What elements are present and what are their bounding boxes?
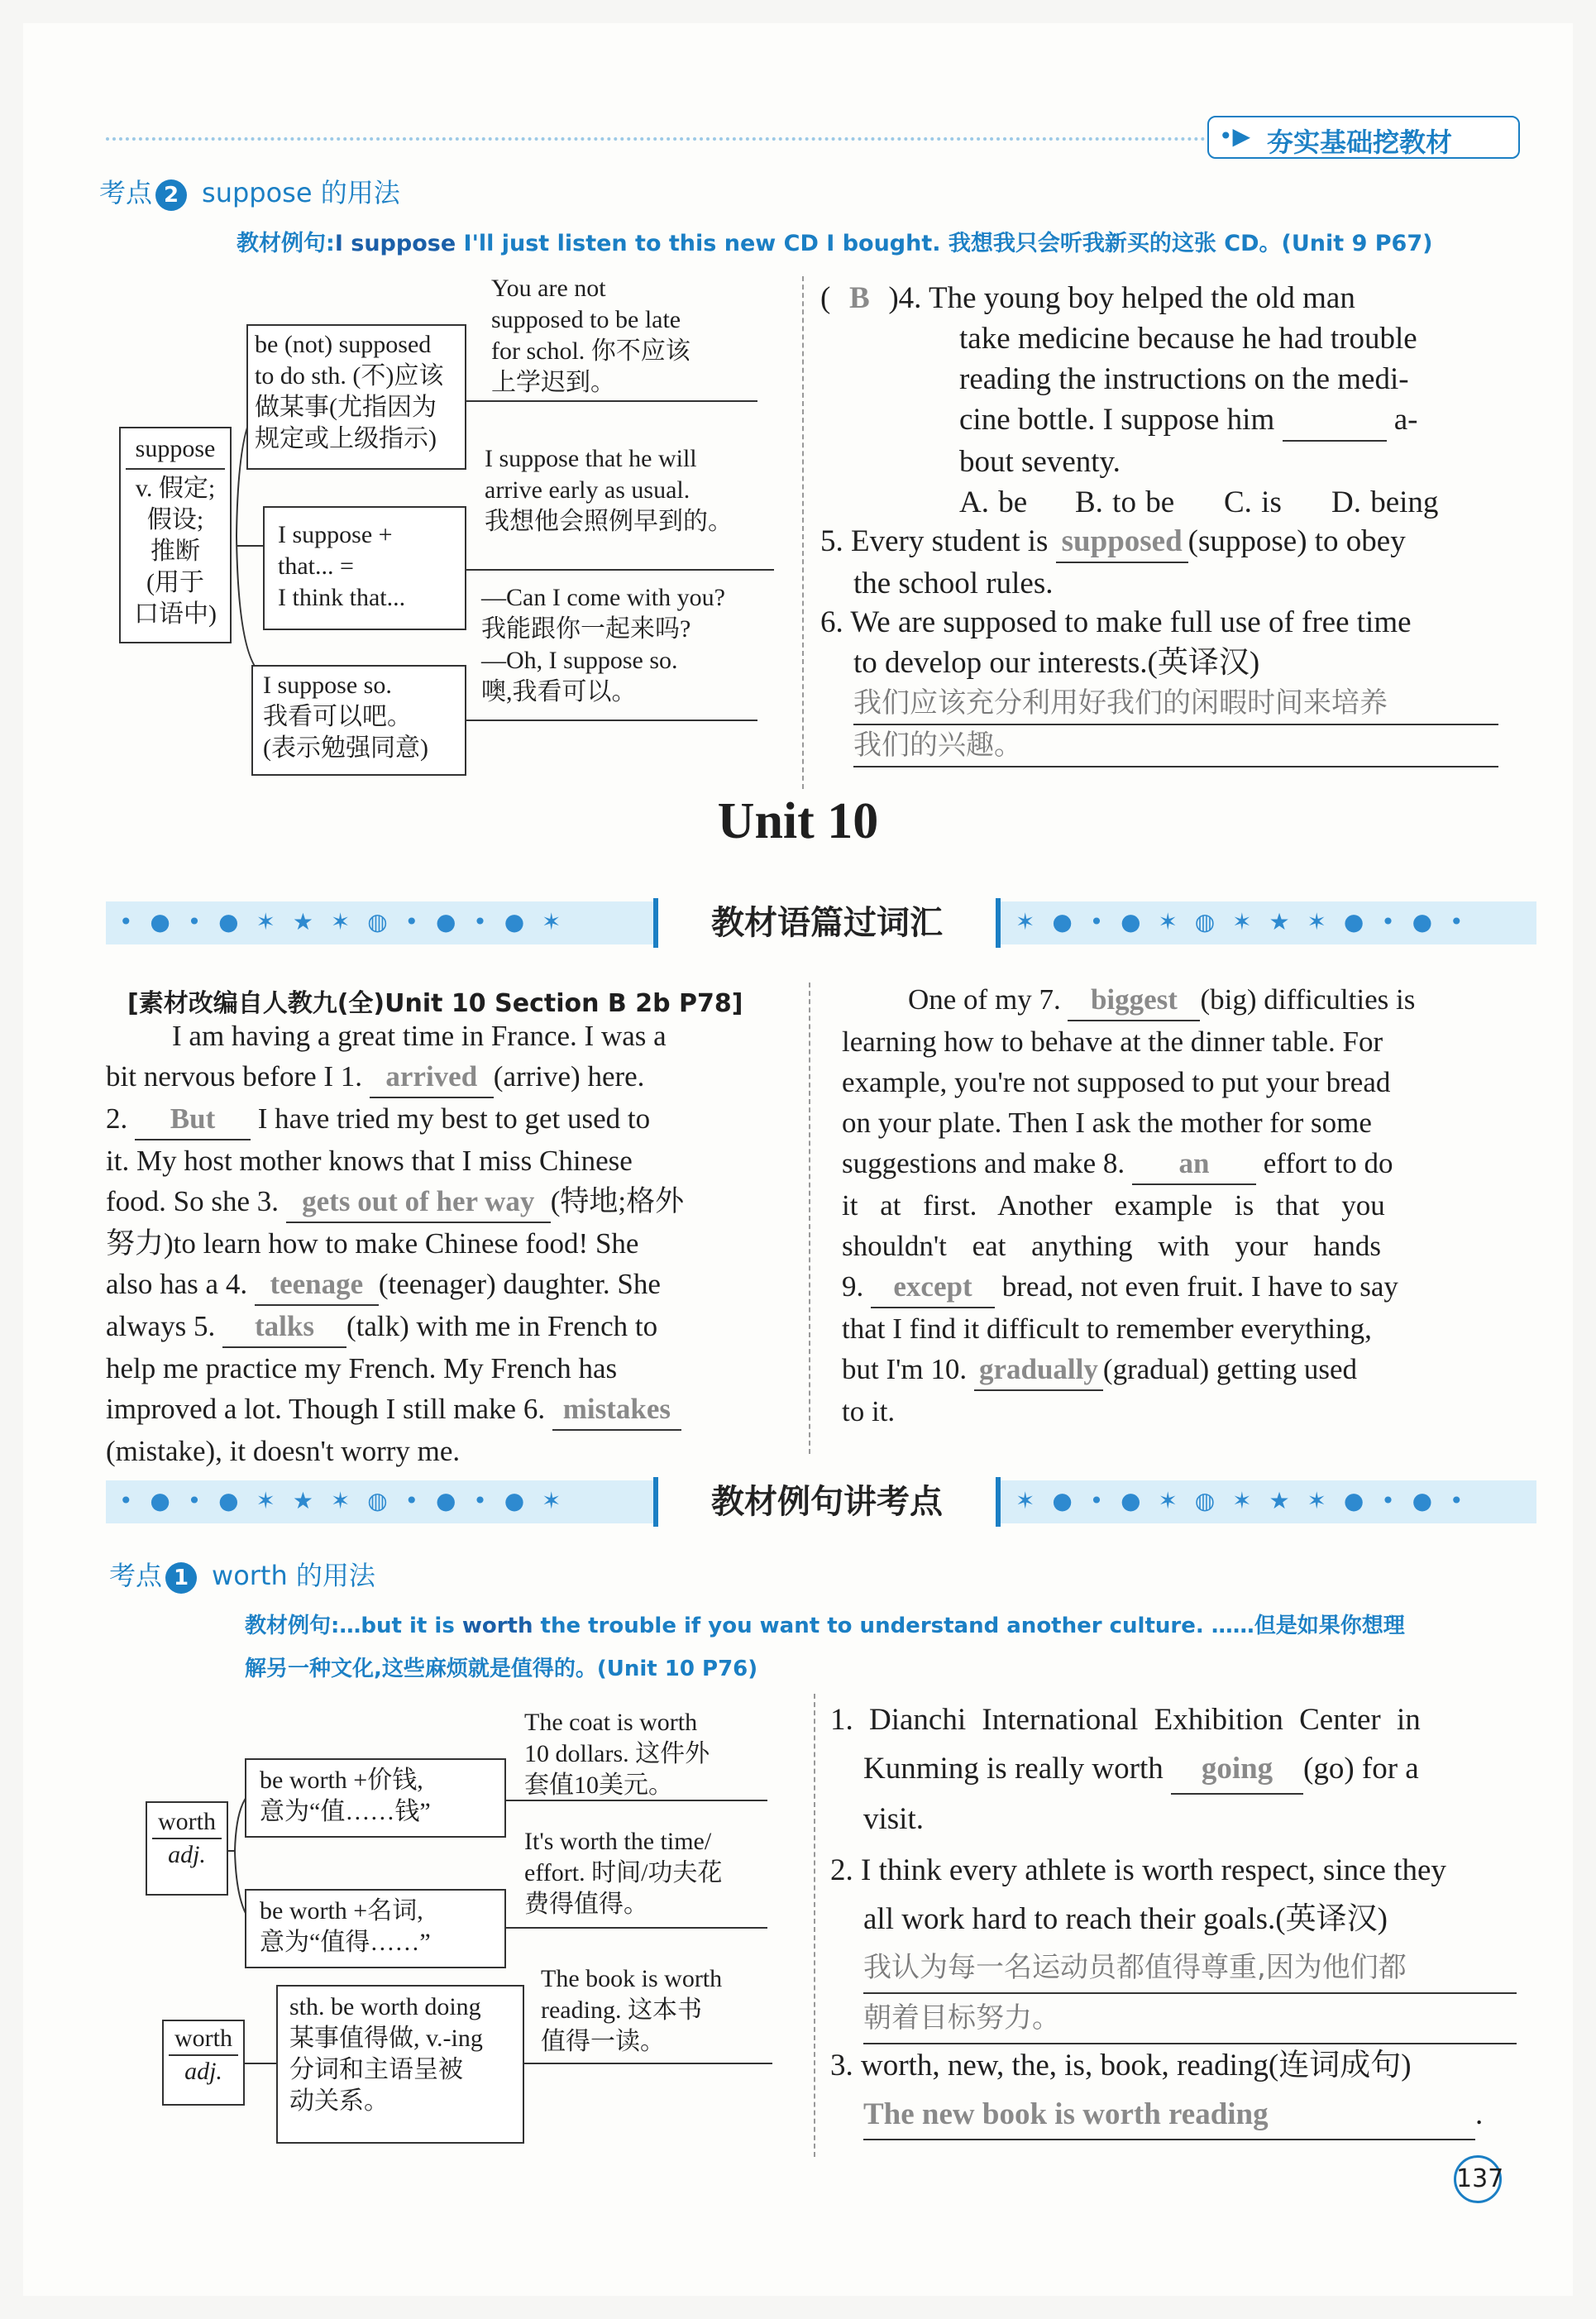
page (23, 23, 1573, 2296)
kd1-example: 教材例句:…but it is worth the trouble if you want to understand another culture. ……但是如果你想理 解另一种文化,这些麻烦就是值得的。(Unit 10 P76) (245, 1604, 1543, 1690)
passage-line: I am having a great time in France. I was a (172, 1020, 667, 1052)
kd1-number: 1 (165, 1562, 197, 1594)
blank-2: But (135, 1098, 251, 1140)
blank-6: mistakes (552, 1389, 681, 1431)
blank-7: biggest (1068, 979, 1200, 1021)
passage-line: to it. (842, 1395, 896, 1427)
passage-line: 努力)to learn how to make Chinese food! She (106, 1227, 639, 1260)
kd1-example-line2: 解另一种文化,这些麻烦就是值得的。(Unit 10 P76) (245, 1657, 758, 1681)
passage-line: on your plate. Then I ask the mother for some (842, 1107, 1372, 1139)
passage-line: help me practice my French. My French has (106, 1352, 618, 1384)
blank-8: an (1132, 1143, 1256, 1185)
banner-vocabulary (106, 901, 1536, 944)
worth-usage-3-line (524, 2063, 772, 2064)
q5-answer: supposed (1056, 521, 1188, 563)
kd2-example-prefix: 教材例句: (237, 231, 335, 256)
page-number: 137 (1454, 2155, 1502, 2203)
kd1-label: 考点 (109, 1560, 163, 1591)
q4 (820, 278, 1531, 523)
banner2-left-deco-icon: • ● • ● ✶ ★ ✶ ◍ • ● • ● ✶ (119, 1487, 566, 1514)
q5: 5. Every student is supposed (suppose) to obey the school rules. (820, 521, 1540, 604)
passage-divider (809, 983, 810, 1454)
q6-line1: 6. We are supposed to make full use of free time (820, 605, 1412, 639)
suppose-usage-2-example: I suppose that he will arrive early as usual. 我想他会照例早到的。 (485, 445, 733, 535)
banner2-title: 教材例句讲考点 (653, 1477, 1001, 1527)
ex3 (830, 2041, 1541, 2140)
passage-line: 9. except bread, not even fruit. I have to say (842, 1266, 1536, 1308)
ex1-line2: Kunming is really worth going (go) for a (830, 1744, 1541, 1795)
worth-connector-2 (245, 2063, 276, 2064)
banner-examples (106, 1480, 1536, 1523)
kd2-divider (802, 276, 804, 789)
worth-usage-1-line (506, 1800, 767, 1801)
suppose-usage-1-example: You are not supposed to be late for schol. 你不应该 上学迟到。 (491, 275, 690, 396)
passage-line: 2. But I have tried my best to get used to (106, 1098, 800, 1140)
kd2-title: suppose 的用法 (202, 177, 400, 208)
unit-title: Unit 10 (717, 793, 879, 849)
q4-blank (1283, 399, 1387, 442)
passage-left (106, 1016, 800, 1471)
worth-root-box-2: worth adj. (162, 2020, 245, 2106)
q6 (820, 602, 1540, 767)
ex2-line2: all work hard to reach their goals.(英译汉) (863, 1902, 1388, 1936)
worth-usage-3: sth. be worth doing 某事值得做, v.-ing 分词和主语呈被 动关系。 (276, 1985, 524, 2144)
worth-usage-2: be worth +名词, 意为“值得……” (245, 1889, 506, 1968)
ex1-answer: going (1171, 1744, 1303, 1795)
worth-usage-2-line (506, 1927, 767, 1929)
worth-usage-1: be worth +价钱, 意为“值……钱” (245, 1758, 506, 1838)
kd2-heading (99, 172, 400, 211)
banner1-right-deco-icon: ✶ ● • ● ✶ ◍ ✶ ★ ✶ ● • ● • (1015, 908, 1469, 935)
q4-line5: bout seventy. (959, 445, 1121, 479)
suppose-usage-1: be (not) supposed to do sth. (不)应该 做某事(尤指因为 规定或上级指示) (246, 324, 466, 470)
blank-9: except (871, 1266, 995, 1308)
ex2 (830, 1846, 1541, 2044)
passage-line: improved a lot. Though I still make 6. mistakes (106, 1389, 800, 1431)
ex1-line1: 1. Dianchi International Exhibition Center in (830, 1703, 1421, 1737)
blank-5: talks (222, 1306, 346, 1348)
ex1-line3: visit. (863, 1802, 924, 1836)
worth-usage-3-example: The book is worth reading. 这本书 值得一读。 (541, 1965, 723, 2055)
passage-source: [素材改编自人教九(全)Unit 10 Section B 2b P78] (127, 989, 743, 1018)
blank-3: gets out of her way (286, 1181, 551, 1223)
q4-line4: cine bottle. I suppose him a- (820, 399, 1531, 442)
q4-option-a: A. be (959, 485, 1028, 519)
q4-option-d: D. being (1331, 485, 1439, 519)
ex3-line2: The new book is worth reading . (830, 2090, 1541, 2140)
passage-line: (mistake), it doesn't worry me. (106, 1435, 461, 1467)
ex3-line1: 3. worth, new, the, is, book, reading(连词成句) (830, 2049, 1412, 2082)
passage-line: bit nervous before I 1. arrived (arrive) here. (106, 1056, 800, 1098)
q6-answer-line2: 我们的兴趣。 (853, 725, 1498, 767)
banner2-right-deco-icon: ✶ ● • ● ✶ ◍ ✶ ★ ✶ ● • ● • (1015, 1487, 1469, 1514)
suppose-usage-2: I suppose + that... = I think that... (263, 506, 466, 630)
kd1-divider (814, 1694, 815, 2157)
kd2-label: 考点 (99, 177, 153, 208)
q6-answer-line1: 我们应该充分利用好我们的闲暇时间来培养 (853, 683, 1498, 725)
q4-answer: B (848, 281, 870, 315)
header-dotted-line (106, 137, 1206, 141)
suppose-usage-1-line (466, 400, 757, 402)
passage-line: always 5. talks (talk) with me in French to (106, 1306, 800, 1348)
passage-line: shouldn't eat anything with your hands (842, 1230, 1381, 1262)
header-arrow-icon: •▶ (1219, 122, 1251, 150)
blank-4: teenage (255, 1264, 379, 1306)
kd2-example (237, 225, 1527, 257)
q4-options (820, 482, 1531, 523)
ex3-answer: The new book is worth reading (863, 2090, 1475, 2140)
passage-line: but I'm 10. gradually (gradual) getting used (842, 1349, 1536, 1391)
suppose-usage-3-line (466, 720, 757, 721)
kd2-example-keyword: I suppose (334, 231, 456, 256)
ex2-answer-line1: 我认为每一名运动员都值得尊重,因为他们都 (863, 1944, 1517, 1994)
suppose-root-box (119, 427, 232, 643)
passage-line: suggestions and make 8. an effort to do (842, 1143, 1536, 1185)
suppose-usage-3-example: —Can I come with you? 我能跟你一起来吗? —Oh, I suppose so. 噢,我看可以。 (481, 584, 725, 705)
passage-right (842, 979, 1536, 1432)
ex1 (830, 1695, 1541, 1843)
blank-1: arrived (370, 1056, 494, 1098)
q4-line1: ( B )4. The young boy helped the old man (820, 278, 1531, 318)
q4-option-c: C. is (1224, 485, 1282, 519)
q4-option-b: B. to be (1075, 485, 1175, 519)
banner1-title: 教材语篇过词汇 (653, 898, 1001, 948)
passage-line: that I find it difficult to remember everything, (842, 1313, 1372, 1345)
ex2-line1: 2. I think every athlete is worth respect, since they (830, 1853, 1446, 1887)
passage-line: example, you're not supposed to put your bread (842, 1066, 1391, 1098)
suppose-usage-3: I suppose so. 我看可以吧。 (表示勉强同意) (251, 665, 466, 776)
kd2-number: 2 (155, 179, 187, 211)
passage-line: also has a 4. teenage (teenager) daughter. She (106, 1264, 800, 1306)
q4-line3: reading the instructions on the medi- (959, 362, 1409, 396)
kd1-heading (109, 1555, 375, 1594)
suppose-root-def: v. 假定; 假设; 推断 (用于 口语中) (134, 475, 217, 628)
passage-line: food. So she 3. gets out of her way (特地;格外 (106, 1181, 800, 1223)
passage-line: One of my 7. biggest (big) difficulties is (842, 979, 1536, 1021)
q6-line2: to develop our interests.(英译汉) (853, 646, 1260, 680)
worth-usage-2-example: It's worth the time/ effort. 时间/功夫花 费得值得。 (524, 1828, 723, 1918)
passage-line: it. My host mother knows that I miss Chinese (106, 1145, 633, 1177)
passage-line: learning how to behave at the dinner table. For (842, 1026, 1383, 1058)
kd1-title: worth 的用法 (212, 1560, 375, 1591)
banner1-left-deco-icon: • ● • ● ✶ ★ ✶ ◍ • ● • ● ✶ (119, 908, 566, 935)
header-tag (1207, 116, 1520, 159)
suppose-root-word: suppose (126, 433, 225, 470)
worth-root-box-1: worth adj. (146, 1801, 228, 1896)
q5-line2: the school rules. (853, 567, 1054, 600)
q4-line2: take medicine because he had trouble (959, 322, 1417, 356)
header-label: 夯实基础挖教材 (1267, 127, 1453, 158)
blank-10: gradually (974, 1349, 1103, 1391)
suppose-usage-2-line (466, 569, 774, 571)
worth-usage-1-example: The coat is worth 10 dollars. 这件外 套值10美元。 (524, 1709, 710, 1799)
kd2-example-rest: I'll just listen to this new CD I bought. 我想我只会听我新买的这张 CD。(Unit 9 P67) (456, 231, 1433, 256)
passage-line: it at first. Another example is that you (842, 1189, 1385, 1222)
ex2-answer-line2: 朝着目标努力。 (863, 1994, 1517, 2044)
